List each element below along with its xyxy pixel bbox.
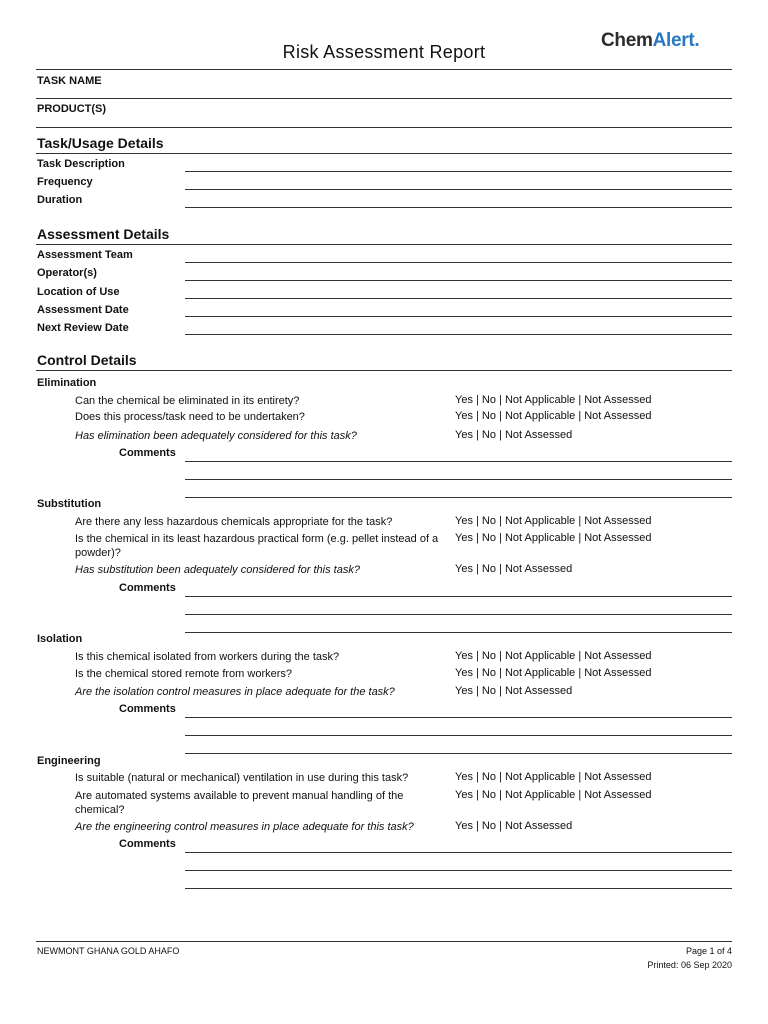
isolation-title: Isolation	[37, 633, 83, 645]
elimination-comment-line-3[interactable]	[185, 497, 732, 498]
engineering-comment-line-2[interactable]	[185, 870, 732, 871]
elimination-comment-line-1[interactable]	[185, 461, 732, 462]
elimination-question-2: Does this process/task need to be undertaken?	[75, 411, 305, 423]
task-name-line[interactable]	[36, 98, 732, 99]
engineering-summary-answer[interactable]: Yes | No | Not Assessed	[455, 820, 573, 832]
products-label: PRODUCT(S)	[37, 103, 107, 115]
substitution-comment-line-3[interactable]	[185, 632, 732, 633]
isolation-comment-line-3[interactable]	[185, 753, 732, 754]
substitution-comment-line-1[interactable]	[185, 596, 732, 597]
task-usage-heading: Task/Usage Details	[37, 135, 164, 151]
engineering-question-2: Are automated systems available to prevent manual handling of the chemical?	[75, 790, 404, 816]
engineering-answer-1[interactable]: Yes | No | Not Applicable | Not Assessed	[455, 771, 652, 783]
isolation-comments-label: Comments	[119, 703, 176, 715]
elimination-comment-line-2[interactable]	[185, 479, 732, 480]
assessment-heading: Assessment Details	[37, 226, 170, 242]
substitution-answer-1[interactable]: Yes | No | Not Applicable | Not Assessed	[455, 515, 652, 527]
assessment-date-label: Assessment Date	[37, 304, 129, 316]
elimination-comments-label: Comments	[119, 447, 176, 459]
operators-line[interactable]	[185, 280, 732, 281]
operators-label: Operator(s)	[37, 267, 97, 279]
isolation-summary-answer[interactable]: Yes | No | Not Assessed	[455, 685, 573, 697]
footer-printed-date: Printed: 06 Sep 2020	[647, 960, 732, 970]
substitution-summary-answer[interactable]: Yes | No | Not Assessed	[455, 563, 573, 575]
engineering-summary-question: Are the engineering control measures in place adequate for this task?	[75, 821, 414, 833]
task-description-label: Task Description	[37, 158, 125, 170]
isolation-comment-line-2[interactable]	[185, 735, 732, 736]
assessment-team-label: Assessment Team	[37, 249, 133, 261]
isolation-summary-question: Are the isolation control measures in place adequate for the task?	[75, 686, 395, 698]
logo-alert-text: Alert.	[652, 30, 700, 51]
duration-line[interactable]	[185, 207, 732, 208]
elimination-summary-answer[interactable]: Yes | No | Not Assessed	[455, 429, 573, 441]
engineering-comment-line-1[interactable]	[185, 852, 732, 853]
control-heading: Control Details	[37, 352, 137, 368]
substitution-summary-question: Has substitution been adequately considered for this task?	[75, 564, 360, 576]
substitution-comments-label: Comments	[119, 582, 176, 594]
isolation-question-2: Is the chemical stored remote from workers?	[75, 668, 293, 680]
header-divider	[36, 69, 732, 70]
next-review-date-label: Next Review Date	[37, 322, 129, 334]
engineering-question-1: Is suitable (natural or mechanical) ventilation in use during this task?	[75, 772, 409, 784]
isolation-comment-line-1[interactable]	[185, 717, 732, 718]
logo-chem-text: Chem	[601, 30, 653, 51]
elimination-summary-question: Has elimination been adequately considered for this task?	[75, 430, 357, 442]
location-of-use-label: Location of Use	[37, 286, 120, 298]
report-title: Risk Assessment Report	[282, 42, 486, 62]
substitution-title: Substitution	[37, 498, 102, 510]
assessment-divider	[36, 244, 732, 245]
task-description-line[interactable]	[185, 171, 732, 172]
frequency-line[interactable]	[185, 189, 732, 190]
task-name-label: TASK NAME	[37, 75, 102, 87]
substitution-answer-2[interactable]: Yes | No | Not Applicable | Not Assessed	[455, 532, 652, 544]
engineering-comments-label: Comments	[119, 838, 176, 850]
task-usage-divider	[36, 153, 732, 154]
control-divider	[36, 370, 732, 371]
elimination-answer-2[interactable]: Yes | No | Not Applicable | Not Assessed	[455, 410, 652, 422]
next-review-date-line[interactable]	[185, 334, 732, 335]
engineering-title: Engineering	[37, 755, 101, 767]
elimination-answer-1[interactable]: Yes | No | Not Applicable | Not Assessed	[455, 394, 652, 406]
isolation-answer-1[interactable]: Yes | No | Not Applicable | Not Assessed	[455, 650, 652, 662]
isolation-answer-2[interactable]: Yes | No | Not Applicable | Not Assessed	[455, 667, 652, 679]
footer-page-number: Page 1 of 4	[685, 946, 732, 956]
engineering-comment-line-3[interactable]	[185, 888, 732, 889]
frequency-label: Frequency	[37, 176, 93, 188]
elimination-title: Elimination	[37, 377, 97, 389]
footer-divider	[36, 941, 732, 942]
footer-company: NEWMONT GHANA GOLD AHAFO	[37, 946, 180, 956]
elimination-question-1: Can the chemical be eliminated in its entirety?	[75, 395, 300, 407]
location-of-use-line[interactable]	[185, 298, 732, 299]
assessment-date-line[interactable]	[185, 316, 732, 317]
products-line[interactable]	[36, 127, 732, 128]
substitution-question-1: Are there any less hazardous chemicals appropriate for the task?	[75, 516, 393, 528]
duration-label: Duration	[37, 194, 83, 206]
substitution-question-2: Is the chemical in its least hazardous practical form (e.g. pellet instead of a powder)?	[75, 533, 439, 559]
isolation-question-1: Is this chemical isolated from workers during the task?	[75, 651, 340, 663]
chemalert-logo	[601, 30, 699, 52]
substitution-comment-line-2[interactable]	[185, 614, 732, 615]
engineering-answer-2[interactable]: Yes | No | Not Applicable | Not Assessed	[455, 789, 652, 801]
assessment-team-line[interactable]	[185, 262, 732, 263]
